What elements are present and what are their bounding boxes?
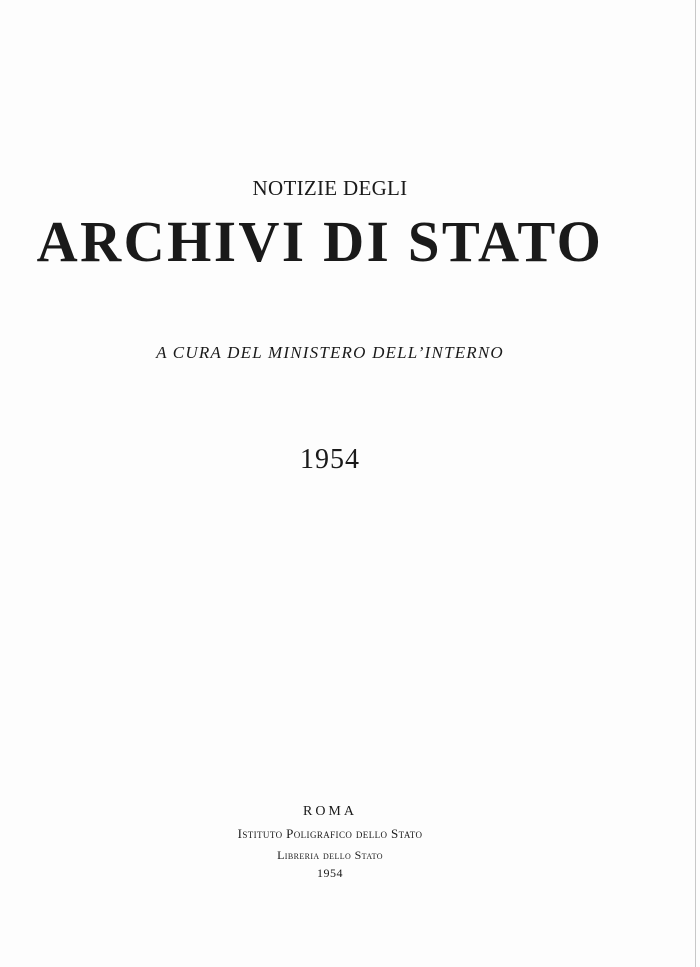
imprint-city: ROMA [302,804,357,819]
imprint-year: 1954 [317,866,343,880]
supertitle: NOTIZIE DEGLI [252,176,408,200]
main-title: ARCHIVI DI STATO [36,209,604,274]
page-edge [695,0,696,967]
volume-year: 1954 [300,444,360,475]
editor-line: A CURA DEL MINISTERO DELL’INTERNO [156,343,504,362]
imprint-bookshop: Libreria dello Stato [277,848,383,862]
imprint-publisher: Istituto Poligrafico dello Stato [237,826,423,841]
